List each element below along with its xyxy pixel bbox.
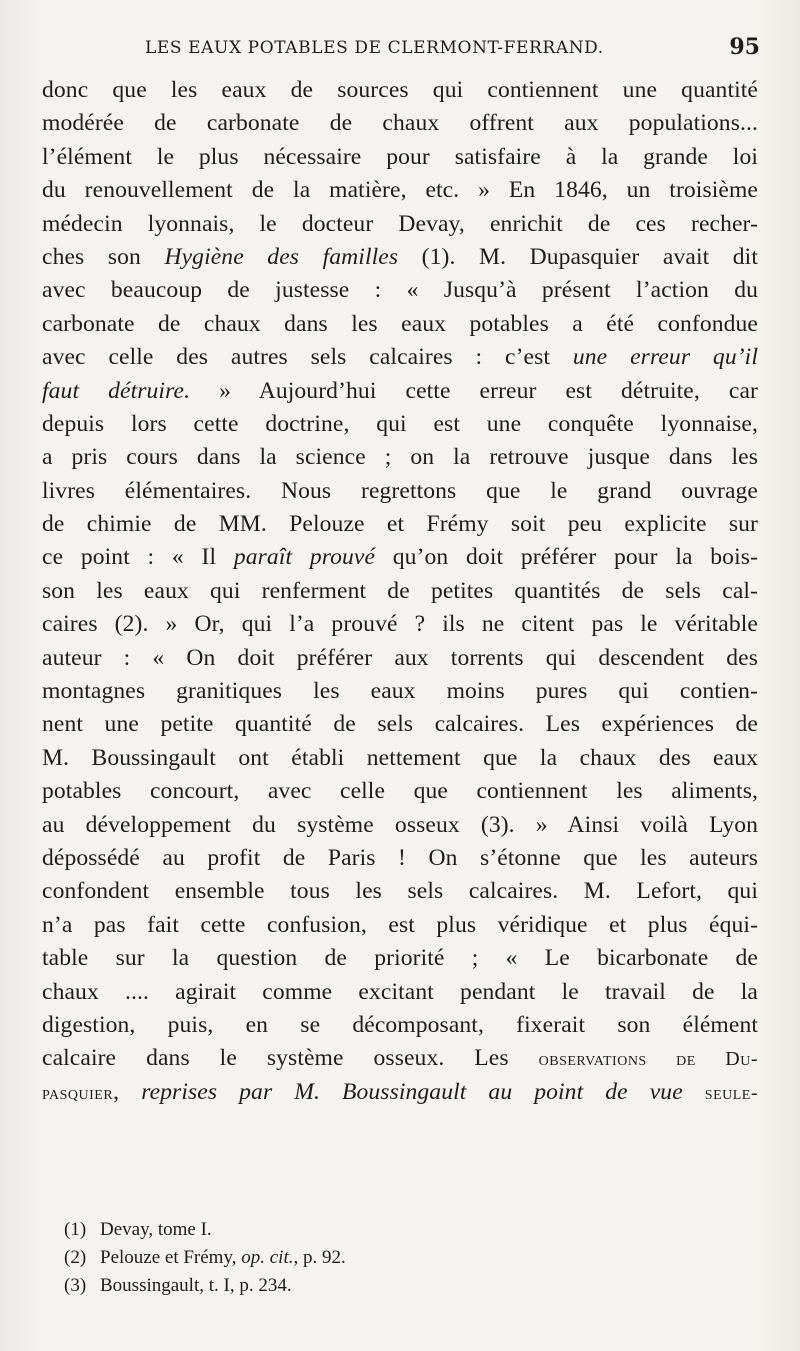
text-segment: depuis lors cette doctrine, qui est une conquête lyonnaise, bbox=[42, 410, 758, 437]
text-segment: au développement du système osseux (3). » Ainsi voilà Lyon bbox=[42, 811, 758, 838]
text-line bbox=[42, 74, 758, 107]
text-line bbox=[42, 708, 758, 741]
text-segment: ce point : « Il bbox=[42, 544, 234, 571]
text-segment: nent une petite quantité de sels calcaires. Les expériences de bbox=[42, 711, 758, 738]
text-line bbox=[42, 174, 758, 207]
footnote bbox=[64, 1216, 564, 1244]
text-line bbox=[42, 1042, 758, 1075]
text-line bbox=[42, 675, 758, 708]
text-segment: modérée de carbonate de chaux offrent aux populations... bbox=[42, 110, 758, 137]
text-segment: qu’on doit préférer pour la bois- bbox=[375, 544, 758, 571]
footnote-number: (2) bbox=[64, 1247, 87, 1268]
text-segment: table sur la question de priorité ; « Le bicarbonate de bbox=[42, 945, 758, 972]
italic-text: paraît prouvé bbox=[233, 544, 376, 571]
text-segment: » Aujourd’hui cette erreur est détruite, car bbox=[190, 377, 759, 404]
text-segment: M. Boussingault ont établi nettement que la chaux des eaux bbox=[42, 744, 758, 771]
text-segment bbox=[683, 1079, 705, 1105]
running-title: LES EAUX POTABLES DE CLERMONT-FERRAND. bbox=[145, 38, 604, 58]
footnote-text-after: , p. 92. bbox=[293, 1247, 346, 1268]
text-segment: l’élément le plus nécessaire pour satisfaire à la grande loi bbox=[42, 143, 758, 170]
text-line bbox=[42, 508, 758, 541]
text-line bbox=[42, 842, 758, 875]
small-caps-text: pasquier bbox=[42, 1081, 114, 1104]
text-line bbox=[42, 241, 758, 274]
text-line bbox=[42, 809, 758, 842]
text-segment: carbonate de chaux dans les eaux potables a été confondue bbox=[42, 310, 758, 337]
text-segment: confondent ensemble tous les sels calcaires. M. Lefort, qui bbox=[42, 878, 758, 905]
text-line bbox=[42, 976, 758, 1009]
footnote bbox=[64, 1244, 564, 1272]
text-segment: (1). M. Dupasquier avait dit bbox=[398, 243, 758, 270]
text-segment: n’a pas fait cette confusion, est plus véridique et plus équi- bbox=[42, 911, 758, 938]
text-line bbox=[42, 375, 758, 408]
italic-text: reprises par M. Boussingault au point de vue bbox=[141, 1078, 683, 1105]
text-segment: a pris cours dans la science ; on la retrouve jusque dans les bbox=[42, 444, 758, 471]
page-number: 95 bbox=[729, 34, 760, 60]
text-line bbox=[42, 141, 758, 174]
body-text bbox=[42, 74, 758, 1109]
footnotes bbox=[64, 1216, 564, 1300]
text-segment: caires (2). » Or, qui l’a prouvé ? ils ne citent pas le véritable bbox=[42, 611, 758, 638]
text-segment: du renouvellement de la matière, etc. » En 1846, un troisième bbox=[42, 177, 758, 204]
small-caps-text: observations de Du- bbox=[538, 1048, 758, 1071]
page-header bbox=[145, 34, 760, 66]
text-line bbox=[42, 208, 758, 241]
text-line bbox=[42, 642, 758, 675]
text-line bbox=[42, 107, 758, 140]
text-line bbox=[42, 775, 758, 808]
text-segment: livres élémentaires. Nous regrettons que le grand ouvrage bbox=[42, 477, 758, 504]
text-segment: dépossédé au profit de Paris ! On s’étonne que les auteurs bbox=[42, 844, 758, 871]
footnote-number: (3) bbox=[64, 1275, 87, 1296]
text-line bbox=[42, 1076, 758, 1109]
text-line bbox=[42, 308, 758, 341]
text-line bbox=[42, 408, 758, 441]
text-segment: avec beaucoup de justesse : « Jusqu’à présent l’action du bbox=[42, 277, 758, 304]
text-segment: médecin lyonnais, le docteur Devay, enrichit de ces recher- bbox=[42, 210, 758, 237]
text-line bbox=[42, 341, 758, 374]
text-segment: chaux .... agirait comme excitant pendant le travail de la bbox=[42, 978, 758, 1005]
footnote-number: (1) bbox=[64, 1219, 87, 1240]
italic-text: une erreur qu’il bbox=[572, 344, 758, 371]
text-line bbox=[42, 909, 758, 942]
text-line bbox=[42, 942, 758, 975]
footnote-text: Boussingault, t. I, p. 234. bbox=[100, 1275, 292, 1296]
text-segment: ches son bbox=[42, 243, 165, 270]
text-line bbox=[42, 541, 758, 574]
text-line bbox=[42, 742, 758, 775]
text-segment: de chimie de MM. Pelouze et Frémy soit peu explicite sur bbox=[42, 511, 758, 538]
text-line bbox=[42, 274, 758, 307]
text-line bbox=[42, 441, 758, 474]
footnote-text: Devay, tome I. bbox=[100, 1219, 212, 1240]
text-segment: donc que les eaux de sources qui contiennent une quantité bbox=[42, 77, 758, 103]
text-segment: montagnes granitiques les eaux moins pures qui contien- bbox=[42, 678, 758, 705]
text-segment: auteur : « On doit préférer aux torrents qui descendent des bbox=[42, 644, 758, 671]
italic-text: faut détruire. bbox=[42, 377, 191, 404]
italic-text: Hygiène des familles bbox=[164, 243, 399, 270]
text-line bbox=[42, 1009, 758, 1042]
small-caps-text: seule- bbox=[704, 1081, 758, 1104]
text-segment: calcaire dans le système osseux. Les bbox=[42, 1045, 539, 1072]
text-line bbox=[42, 575, 758, 608]
footnote-italic: op. cit. bbox=[241, 1247, 294, 1268]
text-segment: potables concourt, avec celle que contiennent les aliments, bbox=[42, 778, 758, 805]
text-segment: digestion, puis, en se décomposant, fixerait son élément bbox=[42, 1011, 758, 1038]
text-segment: son les eaux qui renferment de petites quantités de sels cal- bbox=[42, 577, 758, 604]
footnote-text: Pelouze et Frémy, bbox=[100, 1247, 242, 1268]
text-line bbox=[42, 475, 758, 508]
text-segment: avec celle des autres sels calcaires : c’est bbox=[42, 344, 573, 371]
footnote bbox=[64, 1272, 564, 1300]
text-segment: , bbox=[113, 1078, 142, 1105]
text-line bbox=[42, 608, 758, 641]
text-line bbox=[42, 875, 758, 908]
